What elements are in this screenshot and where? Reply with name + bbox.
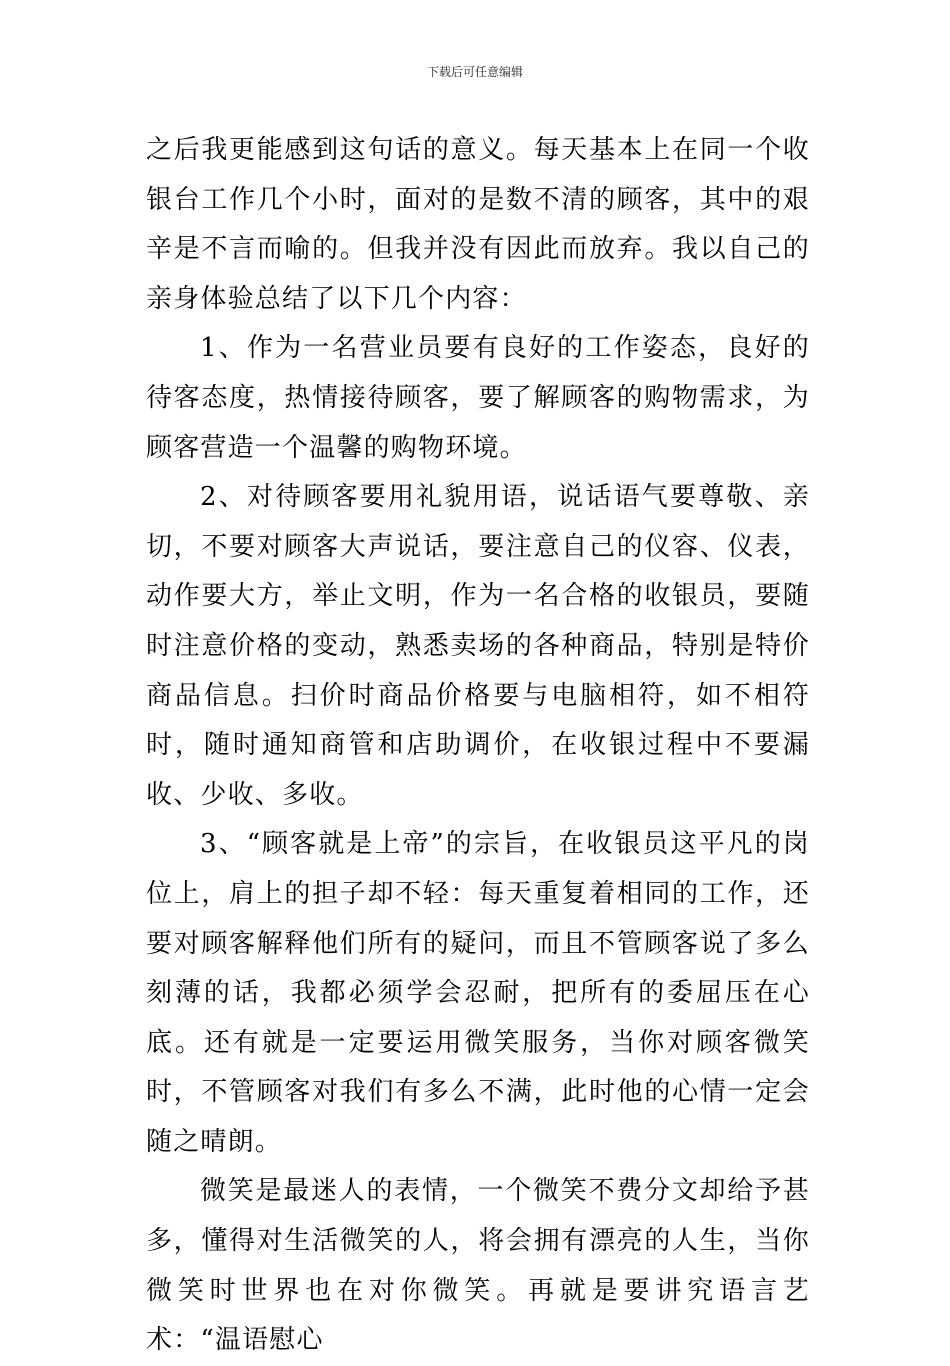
page-header: 下载后可任意编辑 bbox=[426, 65, 523, 79]
paragraph-smile: 微笑是最迷人的表情，一个微笑不费分文却给予甚多，懂得对生活微笑的人，将会拥有漂亮的人生，当你微笑时世界也在对你微笑。再就是要讲究语言艺术：“温语慰心 bbox=[146, 1176, 810, 1356]
paragraph-point-3: 3、“顾客就是上帝”的宗旨，在收银员这平凡的岗位上，肩上的担子却不轻：每天重复着相同的工作，还要对顾客解释他们所有的疑问，而且不管顾客说了多么刻薄的话，我都必须学会忍耐，把所有的委屈压在心底。还有就是一定要运用微笑服务，当你对顾客微笑时，不管顾客对我们有多么不满，此时他的心情一定会随之晴朗。 bbox=[146, 829, 810, 1157]
document-body bbox=[146, 126, 810, 1366]
paragraph-point-2: 2、对待顾客要用礼貌用语，说话语气要尊敬、亲切，不要对顾客大声说话，要注意自己的仪容、仪表，动作要大方，举止文明，作为一名合格的收银员，要随时注意价格的变动，熟悉卖场的各种商品，特别是特价商品信息。扫价时商品价格要与电脑相符，如不相符时，随时通知商管和店助调价，在收银过程中不要漏收、少收、多收。 bbox=[146, 482, 810, 810]
paragraph-intro: 之后我更能感到这句话的意义。每天基本上在同一个收银台工作几个小时，面对的是数不清的顾客，其中的艰辛是不言而喻的。但我并没有因此而放弃。我以自己的亲身体验总结了以下几个内容： bbox=[146, 135, 810, 314]
paragraph-point-1: 1、作为一名营业员要有良好的工作姿态，良好的待客态度，热情接待顾客，要了解顾客的购物需求，为顾客营造一个温馨的购物环境。 bbox=[146, 333, 810, 463]
